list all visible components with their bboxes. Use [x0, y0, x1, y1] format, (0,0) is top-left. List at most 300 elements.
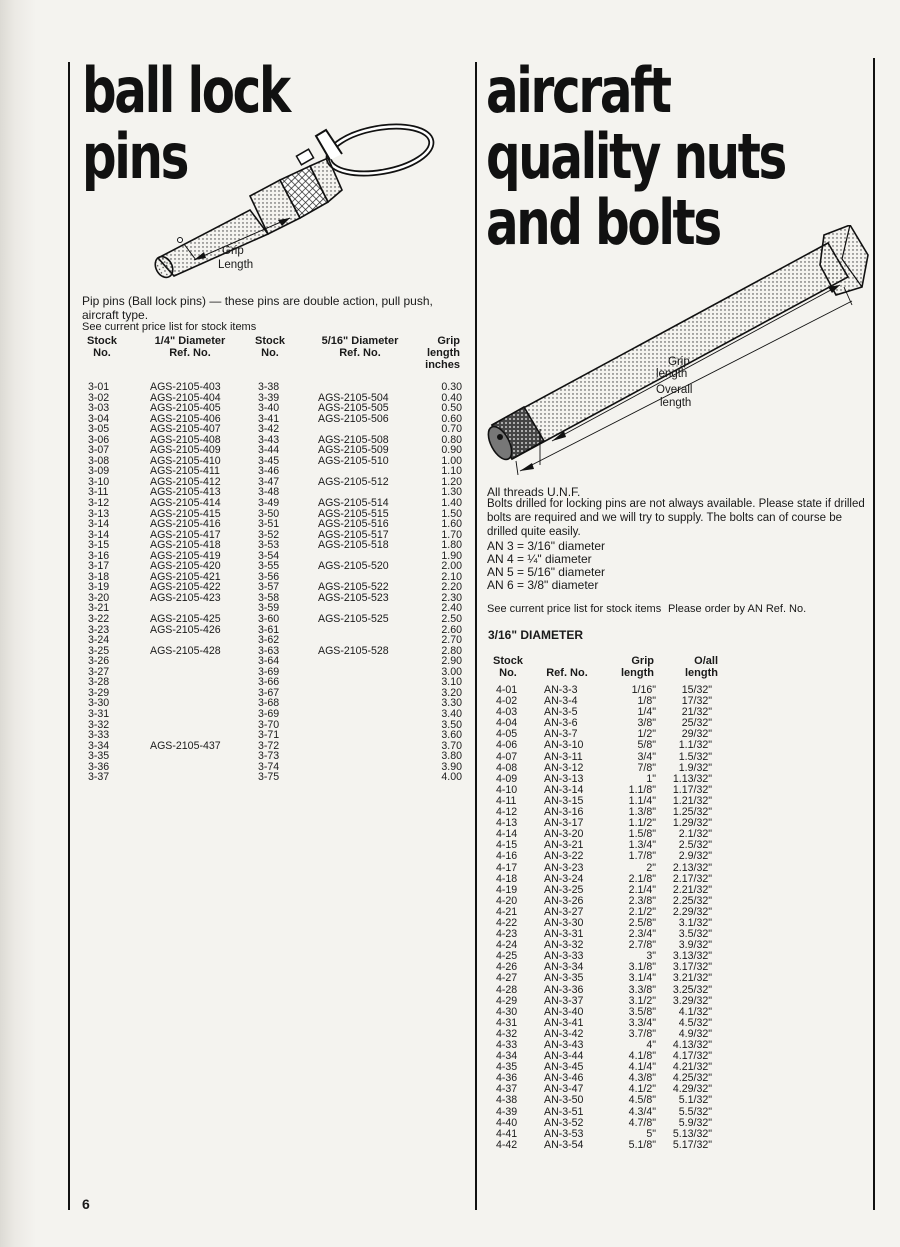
stock-no-b-cell: 3-68 [258, 697, 280, 710]
bolt-ref-no-cell: AN-3-15 [544, 794, 584, 807]
header-stock-a-line-1: Stock [87, 335, 117, 347]
quarter-ref-no-cell [150, 677, 258, 688]
stock-no-b-cell: 3-57 [258, 581, 280, 594]
bolt-overall-length-cell: 1.29/32" [672, 817, 712, 830]
bolt-grip-length-cell: 3.1/2" [628, 994, 656, 1007]
bolt-stock-no-cell: 4-20 [496, 894, 518, 907]
bolt-stock-no-cell: 4-41 [496, 1127, 518, 1140]
bolt-overall-length-cell: 4.9/32" [678, 1027, 712, 1040]
bolt-ref-no-cell: AN-3-43 [544, 1039, 584, 1051]
quarter-ref-no-cell [150, 751, 258, 762]
bolt-grip-length-cell: 2.7/8" [628, 939, 656, 952]
five-sixteenths-ref-no-cell [318, 751, 428, 762]
bolt-stock-no-cell: 4-08 [496, 761, 518, 774]
grip-length-label-line-2: Length [218, 259, 254, 271]
drilled-bolts-note: Bolts drilled for locking pins are not always available. Please state if drilled bolts are required and we will try to supply. The bolts can of course be drilled quite easily. [487, 498, 865, 538]
bolt-overall-length-cell: 3.13/32" [672, 950, 712, 963]
bolt-stock-no-cell: 4-13 [496, 817, 518, 830]
aircraft-price-note: See current price list for stock items [487, 603, 662, 615]
grip-length-cell: 0.60 [441, 412, 462, 425]
bolt-header-grip-line-2: length [621, 667, 654, 679]
bolt-stock-no-cell: 4-39 [496, 1105, 518, 1118]
table-row [88, 730, 462, 741]
five-sixteenths-ref-no-cell: AGS-2105-528 [318, 644, 389, 657]
bolt-stock-no-cell: 4-31 [496, 1016, 518, 1029]
quarter-ref-no-cell: AGS-2105-423 [150, 591, 221, 604]
bolt-ref-no-cell: AN-3-6 [544, 717, 578, 730]
grip-length-cell: 3.20 [441, 686, 462, 699]
five-sixteenths-ref-no-cell [318, 772, 428, 783]
grip-length-cell: 3.10 [441, 676, 462, 689]
stock-no-a-cell: 3-34 [88, 739, 110, 752]
grip-length-cell: 1.10 [441, 465, 462, 478]
bolt-overall-length-cell: 3.17/32" [672, 961, 712, 974]
quarter-ref-no-cell: AGS-2105-418 [150, 539, 221, 552]
bolt-overall-length-cell: 3.1/32" [678, 916, 712, 929]
bolt-overall-length-cell: 17/32" [681, 695, 712, 708]
bolt-grip-length-cell: 4.1/8" [628, 1050, 656, 1063]
stock-no-b-cell: 3-75 [258, 771, 280, 784]
table-row [88, 498, 462, 509]
bolt-grip-label-line-1: Grip [668, 356, 690, 368]
bolt-overall-length-cell: 5.1/32" [678, 1094, 712, 1107]
bolt-stock-no-cell: 4-19 [496, 883, 518, 896]
bolt-ref-no-cell: AN-3-45 [544, 1061, 584, 1074]
five-sixteenths-ref-no-cell: AGS-2105-506 [318, 412, 389, 425]
bolt-grip-length-cell: 1.1/4" [628, 794, 656, 807]
bolt-stock-no-cell: 4-36 [496, 1072, 518, 1085]
stock-no-a-cell: 3-29 [88, 686, 110, 699]
stock-no-a-cell: 3-07 [88, 444, 110, 457]
quarter-ref-no-cell: AGS-2105-403 [150, 381, 221, 393]
five-sixteenths-ref-no-cell [318, 741, 428, 752]
quarter-ref-no-cell: AGS-2105-413 [150, 486, 221, 499]
bolt-grip-length-cell: 2.1/4" [628, 883, 656, 896]
five-sixteenths-ref-no-cell [318, 656, 428, 667]
quarter-ref-no-cell: AGS-2105-414 [150, 497, 221, 510]
bolt-ref-no-cell: AN-3-36 [544, 983, 584, 996]
grip-length-cell: 2.60 [441, 623, 462, 636]
bolt-grip-length-cell: 1.1/2" [628, 817, 656, 830]
bolt-ref-no-cell: AN-3-21 [544, 839, 584, 852]
stock-no-b-cell: 3-58 [258, 591, 280, 604]
bolt-grip-length-cell: 4.1/4" [628, 1061, 656, 1074]
stock-no-a-cell: 3-03 [88, 402, 110, 415]
quarter-ref-no-cell [150, 698, 258, 709]
stock-no-b-cell: 3-38 [258, 381, 280, 393]
quarter-ref-no-cell [150, 720, 258, 731]
ball-lock-title-line-1: ball lock [82, 54, 289, 127]
stock-no-a-cell: 3-05 [88, 423, 110, 436]
bolt-ref-no-cell: AN-3-40 [544, 1005, 584, 1018]
bolt-ref-no-cell: AN-3-26 [544, 894, 584, 907]
quarter-ref-no-cell [150, 762, 258, 773]
stock-no-b-cell: 3-45 [258, 454, 280, 467]
bolt-ref-no-cell: AN-3-3 [544, 684, 578, 696]
grip-length-cell: 1.50 [441, 507, 462, 520]
grip-length-cell: 2.50 [441, 613, 462, 626]
stock-no-a-cell: 3-37 [88, 771, 110, 784]
table-row [88, 709, 462, 720]
bolt-stock-no-cell: 4-28 [496, 983, 518, 996]
bolt-overall-length-cell: 25/32" [681, 717, 712, 730]
header-stock-b-line-1: Stock [255, 335, 285, 347]
table-row [496, 1095, 712, 1106]
stock-no-a-cell: 3-10 [88, 475, 110, 488]
stock-no-b-cell: 3-41 [258, 412, 280, 425]
bolt-ref-no-cell: AN-3-52 [544, 1116, 584, 1129]
bolt-grip-length-cell: 3/4" [637, 750, 656, 763]
bolt-overall-label-line-1: Overall [656, 384, 693, 396]
header-stock-a-line-2: No. [93, 347, 111, 359]
bolt-header-grip [612, 655, 654, 679]
header-stock-no-b [250, 335, 290, 359]
bolt-ref-no-cell: AN-3-53 [544, 1127, 584, 1140]
quarter-ref-no-cell [150, 730, 258, 741]
bolt-header-ref-line-1 [542, 655, 592, 667]
quarter-ref-no-cell: AGS-2105-426 [150, 623, 221, 636]
bolt-stock-no-cell: 4-35 [496, 1061, 518, 1074]
stock-no-a-cell: 3-16 [88, 549, 110, 562]
table-row [496, 985, 712, 996]
bolt-ref-no-cell: AN-3-13 [544, 772, 584, 785]
header-quarter-ref-line-2: Ref. No. [169, 347, 211, 359]
bolt-grip-length-cell: 4.7/8" [628, 1116, 656, 1129]
bolt-stock-no-cell: 4-27 [496, 972, 518, 985]
stock-no-a-cell: 3-20 [88, 591, 110, 604]
bolt-stock-no-cell: 4-05 [496, 728, 518, 741]
quarter-ref-no-cell: AGS-2105-422 [150, 581, 221, 594]
bolt-ref-no-cell: AN-3-50 [544, 1094, 584, 1107]
bolt-header-stock-line-2: No. [499, 667, 517, 679]
ball-lock-pin-figure [150, 110, 450, 280]
bolt-stock-no-cell: 4-04 [496, 717, 518, 730]
bolt-overall-length-cell: 29/32" [681, 728, 712, 741]
bolt-stock-no-cell: 4-25 [496, 950, 518, 963]
aircraft-title-line-1: aircraft [486, 54, 670, 127]
header-grip-line-1: Grip [437, 335, 460, 347]
stock-no-a-cell: 3-13 [88, 507, 110, 520]
stock-no-a-cell: 3-11 [88, 486, 109, 499]
bolt-stock-no-cell: 4-17 [496, 861, 518, 874]
bolt-overall-length-cell: 3.9/32" [678, 939, 712, 952]
bolt-ref-no-cell: AN-3-44 [544, 1050, 584, 1063]
five-sixteenths-ref-no-cell [318, 720, 428, 731]
bolt-stock-no-cell: 4-38 [496, 1094, 518, 1107]
stock-no-a-cell: 3-06 [88, 433, 110, 446]
grip-length-cell: 3.80 [441, 750, 462, 763]
bolt-header-stock [488, 655, 528, 679]
five-sixteenths-ref-no-cell: AGS-2105-514 [318, 497, 389, 510]
bolt-grip-length-cell: 1/2" [637, 728, 656, 741]
grip-length-cell: 0.80 [441, 433, 462, 446]
bolt-ref-no-cell: AN-3-10 [544, 739, 584, 752]
aircraft-title-line-3: and bolts [486, 186, 720, 259]
bolt-stock-no-cell: 4-09 [496, 772, 518, 785]
bolt-overall-length-cell: 4.25/32" [672, 1072, 712, 1085]
five-sixteenths-ref-no-cell [318, 698, 428, 709]
page-number: 6 [82, 1196, 90, 1212]
stock-no-a-cell: 3-32 [88, 718, 110, 731]
bolt-stock-no-cell: 4-26 [496, 961, 518, 974]
bolt-overall-length-cell: 1.13/32" [672, 772, 712, 785]
five-sixteenths-ref-no-cell: AGS-2105-510 [318, 454, 389, 467]
bolt-overall-length-cell: 1.1/32" [678, 739, 712, 752]
grip-length-cell: 4.00 [441, 771, 462, 784]
stock-no-b-cell: 3-67 [258, 686, 280, 699]
stock-no-b-cell: 3-59 [258, 602, 280, 615]
bolt-stock-no-cell: 4-01 [496, 684, 518, 696]
grip-length-cell: 3.60 [441, 729, 462, 742]
page-binding-edge [0, 0, 36, 1247]
stock-no-b-cell: 3-39 [258, 391, 280, 404]
bolt-overall-length-cell: 2.25/32" [672, 894, 712, 907]
threads-note: All threads U.N.F. [487, 485, 581, 499]
grip-length-cell: 0.70 [441, 423, 462, 436]
stock-no-a-cell: 3-18 [88, 570, 110, 583]
grip-length-cell: 1.30 [441, 486, 462, 499]
bolt-stock-no-cell: 4-30 [496, 1005, 518, 1018]
grip-length-cell: 2.20 [441, 581, 462, 594]
header-5-16-ref [310, 335, 410, 359]
grip-length-cell: 1.00 [441, 454, 462, 467]
grip-length-cell: 3.50 [441, 718, 462, 731]
bolt-ref-no-cell: AN-3-25 [544, 883, 584, 896]
grip-length-cell: 1.60 [441, 518, 462, 531]
five-sixteenths-ref-no-cell: AGS-2105-516 [318, 518, 389, 531]
bolt-ref-no-cell: AN-3-30 [544, 916, 584, 929]
stock-no-a-cell: 3-33 [88, 729, 110, 742]
header-quarter-ref-line-1: 1/4" Diameter [154, 335, 226, 347]
bolt-grip-length-cell: 2.3/8" [628, 894, 656, 907]
stock-no-b-cell: 3-63 [258, 644, 280, 657]
bolt-overall-length-cell: 5.13/32" [672, 1127, 712, 1140]
bolt-grip-length-cell: 3.1/8" [628, 961, 656, 974]
stock-no-a-cell: 3-17 [88, 560, 110, 573]
stock-no-a-cell: 3-28 [88, 676, 110, 689]
stock-no-b-cell: 3-55 [258, 560, 280, 573]
stock-no-b-cell: 3-49 [258, 497, 280, 510]
bolt-grip-length-cell: 3" [646, 950, 656, 963]
grip-length-cell: 1.90 [441, 549, 462, 562]
bolt-grip-length-cell: 5/8" [637, 739, 656, 752]
quarter-ref-no-cell: AGS-2105-405 [150, 402, 221, 415]
table-row [496, 718, 712, 729]
grip-length-cell: 3.30 [441, 697, 462, 710]
bolt-header-ref-line-2: Ref. No. [546, 667, 588, 679]
bolt-overall-length-cell: 2.17/32" [672, 872, 712, 885]
quarter-ref-no-cell [150, 772, 258, 783]
bolt-ref-no-cell: AN-3-42 [544, 1027, 584, 1040]
bolt-header-overall-line-2: length [685, 667, 718, 679]
bolt-overall-length-cell: 5.5/32" [678, 1105, 712, 1118]
quarter-ref-no-cell: AGS-2105-409 [150, 444, 221, 457]
bolt-grip-length-cell: 4.3/4" [628, 1105, 656, 1118]
bolt-overall-length-cell: 2.29/32" [672, 905, 712, 918]
five-sixteenths-ref-no-cell [318, 667, 428, 678]
stock-no-b-cell: 3-52 [258, 528, 280, 541]
grip-length-label-line-1: Grip [222, 245, 244, 257]
table-row [496, 707, 712, 718]
bolt-stock-no-cell: 4-03 [496, 706, 518, 719]
table-row [496, 863, 712, 874]
stock-no-b-cell: 3-69 [258, 665, 280, 678]
stock-no-a-cell: 3-36 [88, 760, 110, 773]
bolt-ref-no-cell: AN-3-22 [544, 850, 584, 863]
left-column-rule [68, 62, 70, 1210]
five-sixteenths-ref-no-cell: AGS-2105-525 [318, 613, 389, 626]
stock-no-b-cell: 3-43 [258, 433, 280, 446]
stock-no-a-cell: 3-08 [88, 454, 110, 467]
quarter-ref-no-cell: AGS-2105-425 [150, 613, 221, 626]
bolt-overall-length-cell: 4.13/32" [672, 1039, 712, 1051]
bolt-overall-length-cell: 4.5/32" [678, 1016, 712, 1029]
bolt-grip-length-cell: 1/4" [637, 706, 656, 719]
bolt-grip-length-cell: 2.5/8" [628, 916, 656, 929]
stock-no-a-cell: 3-14 [88, 528, 110, 541]
grip-length-cell: 3.00 [441, 665, 462, 678]
stock-no-b-cell: 3-69 [258, 707, 280, 720]
table-row [496, 1107, 712, 1118]
bolt-grip-length-cell: 1.7/8" [628, 850, 656, 863]
bolt-ref-no-cell: AN-3-5 [544, 706, 578, 719]
bolt-overall-length-cell: 2.5/32" [678, 839, 712, 852]
bolt-overall-length-cell: 15/32" [681, 684, 712, 696]
bolt-stock-no-cell: 4-12 [496, 806, 518, 819]
stock-no-a-cell: 3-30 [88, 697, 110, 710]
bolt-overall-length-cell: 1.25/32" [672, 806, 712, 819]
bolt-grip-length-cell: 2.1/2" [628, 905, 656, 918]
bolt-stock-no-cell: 4-22 [496, 916, 518, 929]
stock-no-b-cell: 3-42 [258, 423, 280, 436]
bolt-overall-length-cell: 4.29/32" [672, 1083, 712, 1096]
quarter-ref-no-cell: AGS-2105-411 [150, 465, 220, 478]
header-stock-b-line-2: No. [261, 347, 279, 359]
grip-length-cell: 2.80 [441, 644, 462, 657]
bolt-stock-no-cell: 4-21 [496, 905, 518, 918]
bolt-stock-no-cell: 4-37 [496, 1083, 518, 1096]
quarter-ref-no-cell: AGS-2105-407 [150, 423, 221, 436]
bolt-overall-length-cell: 2.13/32" [672, 861, 712, 874]
bolt-grip-length-cell: 3.1/4" [628, 972, 656, 985]
quarter-ref-no-cell [150, 667, 258, 678]
stock-no-a-cell: 3-09 [88, 465, 110, 478]
bolt-ref-no-cell: AN-3-33 [544, 950, 584, 963]
five-sixteenths-ref-no-cell [318, 625, 428, 636]
bolt-overall-length-cell: 3.29/32" [672, 994, 712, 1007]
bolt-grip-length-cell: 3.7/8" [628, 1027, 656, 1040]
table-row [496, 973, 712, 984]
bolt-overall-length-cell: 3.5/32" [678, 928, 712, 941]
bolts-3-16-table [496, 685, 712, 1151]
stock-no-b-cell: 3-51 [258, 518, 280, 531]
stock-no-b-cell: 3-44 [258, 444, 280, 457]
bolt-stock-no-cell: 4-23 [496, 928, 518, 941]
five-sixteenths-ref-no-cell [318, 688, 428, 699]
bolt-overall-length-cell: 2.9/32" [678, 850, 712, 863]
bolt-figure [480, 225, 870, 475]
header-grip-line-2: length [427, 347, 460, 359]
grip-length-cell: 3.90 [441, 760, 462, 773]
bolt-grip-length-cell: 3.3/4" [628, 1016, 656, 1029]
bolt-ref-no-cell: AN-3-27 [544, 905, 584, 918]
table-row [496, 851, 712, 862]
quarter-ref-no-cell [150, 709, 258, 720]
quarter-ref-no-cell: AGS-2105-415 [150, 507, 221, 520]
bolt-ref-no-cell: AN-3-35 [544, 972, 584, 985]
bolt-ref-no-cell: AN-3-11 [544, 750, 583, 763]
stock-no-b-cell: 3-53 [258, 539, 280, 552]
stock-no-b-cell: 3-61 [258, 623, 280, 636]
header-stock-no-a [82, 335, 122, 359]
stock-no-b-cell: 3-66 [258, 676, 280, 689]
bolt-overall-length-cell: 2.21/32" [672, 883, 712, 896]
table-row [88, 614, 462, 625]
quarter-ref-no-cell: AGS-2105-428 [150, 644, 221, 657]
stock-no-a-cell: 3-12 [88, 497, 110, 510]
header-5-16-ref-line-2: Ref. No. [339, 347, 381, 359]
grip-length-cell: 1.70 [441, 528, 462, 541]
bolt-overall-length-cell: 5.9/32" [678, 1116, 712, 1129]
bolt-ref-no-cell: AN-3-12 [544, 761, 584, 774]
bolt-grip-length-cell: 3/8" [637, 717, 656, 730]
bolt-grip-length-cell: 2" [646, 861, 656, 874]
bolt-ref-no-cell: AN-3-54 [544, 1138, 584, 1151]
bolt-overall-length-cell: 4.1/32" [678, 1005, 712, 1018]
grip-length-cell: 3.70 [441, 739, 462, 752]
an-size-3: AN 3 = 3/16" diameter [487, 539, 605, 553]
bolt-header-stock-line-1: Stock [493, 655, 523, 667]
bolt-ref-no-cell: AN-3-24 [544, 872, 584, 885]
an-size-6: AN 6 = 3/8" diameter [487, 578, 599, 592]
quarter-ref-no-cell: AGS-2105-412 [150, 475, 221, 488]
five-sixteenths-ref-no-cell: AGS-2105-504 [318, 391, 389, 404]
section-title-3-16-diameter: 3/16" DIAMETER [488, 628, 584, 642]
stock-no-b-cell: 3-47 [258, 475, 280, 488]
five-sixteenths-ref-no-cell [318, 762, 428, 773]
quarter-ref-no-cell: AGS-2105-437 [150, 739, 221, 752]
quarter-ref-no-cell: AGS-2105-410 [150, 454, 221, 467]
stock-no-b-cell: 3-64 [258, 655, 280, 668]
stock-no-a-cell: 3-25 [88, 644, 110, 657]
bolt-grip-length-cell: 5.1/8" [628, 1138, 656, 1151]
bolt-grip-length-cell: 1/16" [631, 684, 656, 696]
ball-lock-price-note: See current price list for stock items [82, 321, 257, 333]
bolt-ref-no-cell: AN-3-47 [544, 1083, 584, 1096]
bolt-stock-no-cell: 4-18 [496, 872, 518, 885]
an-size-4: AN 4 = ¼" diameter [487, 552, 592, 566]
bolt-header-grip-line-1: Grip [631, 655, 654, 667]
bolt-header-overall-line-1: O/all [694, 655, 718, 667]
stock-no-a-cell: 3-31 [88, 707, 110, 720]
stock-no-a-cell: 3-35 [88, 750, 110, 763]
bolt-ref-no-cell: AN-3-34 [544, 961, 584, 974]
five-sixteenths-ref-no-cell: AGS-2105-512 [318, 475, 389, 488]
five-sixteenths-ref-no-cell [318, 382, 428, 393]
stock-no-b-cell: 3-60 [258, 613, 280, 626]
grip-length-cell: 0.50 [441, 402, 462, 415]
bolt-ref-no-cell: AN-3-4 [544, 695, 578, 708]
stock-no-a-cell: 3-24 [88, 634, 110, 647]
bolt-ref-no-cell: AN-3-51 [544, 1105, 584, 1118]
grip-length-cell: 2.00 [441, 560, 462, 573]
bolt-ref-no-cell: AN-3-32 [544, 939, 584, 952]
stock-no-a-cell: 3-15 [88, 539, 110, 552]
middle-column-rule [475, 62, 477, 1210]
quarter-ref-no-cell [150, 688, 258, 699]
grip-length-cell: 1.20 [441, 475, 462, 488]
bolt-stock-no-cell: 4-14 [496, 828, 518, 841]
